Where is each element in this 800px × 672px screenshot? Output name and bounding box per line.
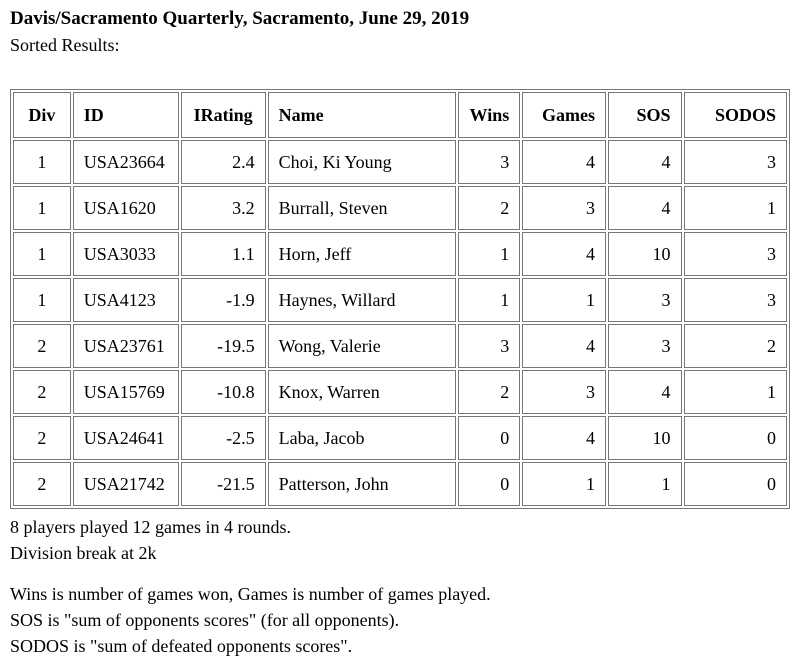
cell-name: Horn, Jeff bbox=[268, 232, 457, 276]
cell-sos: 3 bbox=[608, 278, 682, 322]
cell-id: USA1620 bbox=[73, 186, 179, 230]
cell-games: 3 bbox=[522, 186, 606, 230]
cell-wins: 0 bbox=[458, 462, 520, 506]
cell-id: USA3033 bbox=[73, 232, 179, 276]
cell-sodos: 3 bbox=[684, 140, 787, 184]
cell-irating: -10.8 bbox=[181, 370, 266, 414]
column-header-wins: Wins bbox=[458, 92, 520, 138]
cell-sodos: 1 bbox=[684, 186, 787, 230]
column-header-irating: IRating bbox=[181, 92, 266, 138]
column-header-sos: SOS bbox=[608, 92, 682, 138]
column-header-id: ID bbox=[73, 92, 179, 138]
cell-irating: 1.1 bbox=[181, 232, 266, 276]
cell-wins: 1 bbox=[458, 232, 520, 276]
column-header-name: Name bbox=[268, 92, 457, 138]
table-row bbox=[13, 140, 787, 184]
cell-name: Knox, Warren bbox=[268, 370, 457, 414]
table-row bbox=[13, 232, 787, 276]
cell-wins: 2 bbox=[458, 186, 520, 230]
cell-id: USA15769 bbox=[73, 370, 179, 414]
column-header-sodos: SODOS bbox=[684, 92, 787, 138]
cell-wins: 3 bbox=[458, 324, 520, 368]
cell-irating: -2.5 bbox=[181, 416, 266, 460]
cell-sodos: 3 bbox=[684, 232, 787, 276]
cell-irating: -21.5 bbox=[181, 462, 266, 506]
note-sodos: SODOS is "sum of defeated opponents scores". bbox=[10, 636, 353, 656]
table-row bbox=[13, 416, 787, 460]
cell-div: 2 bbox=[13, 324, 71, 368]
cell-div: 1 bbox=[13, 278, 71, 322]
page-title: Davis/Sacramento Quarterly, Sacramento, June 29, 2019 bbox=[10, 8, 470, 29]
table-row bbox=[13, 278, 787, 322]
table-row bbox=[13, 186, 787, 230]
cell-sos: 4 bbox=[608, 186, 682, 230]
note-wins-games: Wins is number of games won, Games is number of games played. bbox=[10, 584, 491, 604]
cell-sos: 4 bbox=[608, 140, 682, 184]
cell-irating: -19.5 bbox=[181, 324, 266, 368]
summary-players-games: 8 players played 12 games in 4 rounds. bbox=[10, 517, 291, 537]
cell-irating: 3.2 bbox=[181, 186, 266, 230]
cell-sodos: 1 bbox=[684, 370, 787, 414]
cell-id: USA23761 bbox=[73, 324, 179, 368]
cell-name: Laba, Jacob bbox=[268, 416, 457, 460]
cell-games: 4 bbox=[522, 416, 606, 460]
cell-games: 3 bbox=[522, 370, 606, 414]
cell-wins: 2 bbox=[458, 370, 520, 414]
cell-name: Patterson, John bbox=[268, 462, 457, 506]
cell-id: USA24641 bbox=[73, 416, 179, 460]
cell-irating: -1.9 bbox=[181, 278, 266, 322]
table-header-row bbox=[13, 92, 787, 138]
cell-div: 2 bbox=[13, 416, 71, 460]
table-row bbox=[13, 370, 787, 414]
cell-div: 1 bbox=[13, 232, 71, 276]
cell-games: 1 bbox=[522, 278, 606, 322]
cell-name: Burrall, Steven bbox=[268, 186, 457, 230]
cell-id: USA23664 bbox=[73, 140, 179, 184]
cell-id: USA21742 bbox=[73, 462, 179, 506]
results-table bbox=[10, 89, 790, 509]
cell-name: Haynes, Willard bbox=[268, 278, 457, 322]
cell-games: 1 bbox=[522, 462, 606, 506]
cell-wins: 0 bbox=[458, 416, 520, 460]
cell-sos: 10 bbox=[608, 416, 682, 460]
cell-sodos: 0 bbox=[684, 462, 787, 506]
cell-games: 4 bbox=[522, 232, 606, 276]
cell-sos: 1 bbox=[608, 462, 682, 506]
cell-name: Choi, Ki Young bbox=[268, 140, 457, 184]
cell-wins: 1 bbox=[458, 278, 520, 322]
page-subtitle: Sorted Results: bbox=[10, 35, 120, 55]
summary-division-break: Division break at 2k bbox=[10, 543, 157, 563]
note-sos: SOS is "sum of opponents scores" (for all opponents). bbox=[10, 610, 400, 630]
column-header-games: Games bbox=[522, 92, 606, 138]
cell-games: 4 bbox=[522, 324, 606, 368]
cell-div: 2 bbox=[13, 370, 71, 414]
cell-div: 1 bbox=[13, 140, 71, 184]
cell-games: 4 bbox=[522, 140, 606, 184]
cell-sodos: 0 bbox=[684, 416, 787, 460]
cell-div: 1 bbox=[13, 186, 71, 230]
cell-sos: 4 bbox=[608, 370, 682, 414]
cell-div: 2 bbox=[13, 462, 71, 506]
cell-name: Wong, Valerie bbox=[268, 324, 457, 368]
table-row bbox=[13, 324, 787, 368]
cell-id: USA4123 bbox=[73, 278, 179, 322]
column-header-div: Div bbox=[13, 92, 71, 138]
cell-sodos: 2 bbox=[684, 324, 787, 368]
cell-wins: 3 bbox=[458, 140, 520, 184]
cell-irating: 2.4 bbox=[181, 140, 266, 184]
table-row bbox=[13, 462, 787, 506]
cell-sos: 3 bbox=[608, 324, 682, 368]
cell-sos: 10 bbox=[608, 232, 682, 276]
cell-sodos: 3 bbox=[684, 278, 787, 322]
